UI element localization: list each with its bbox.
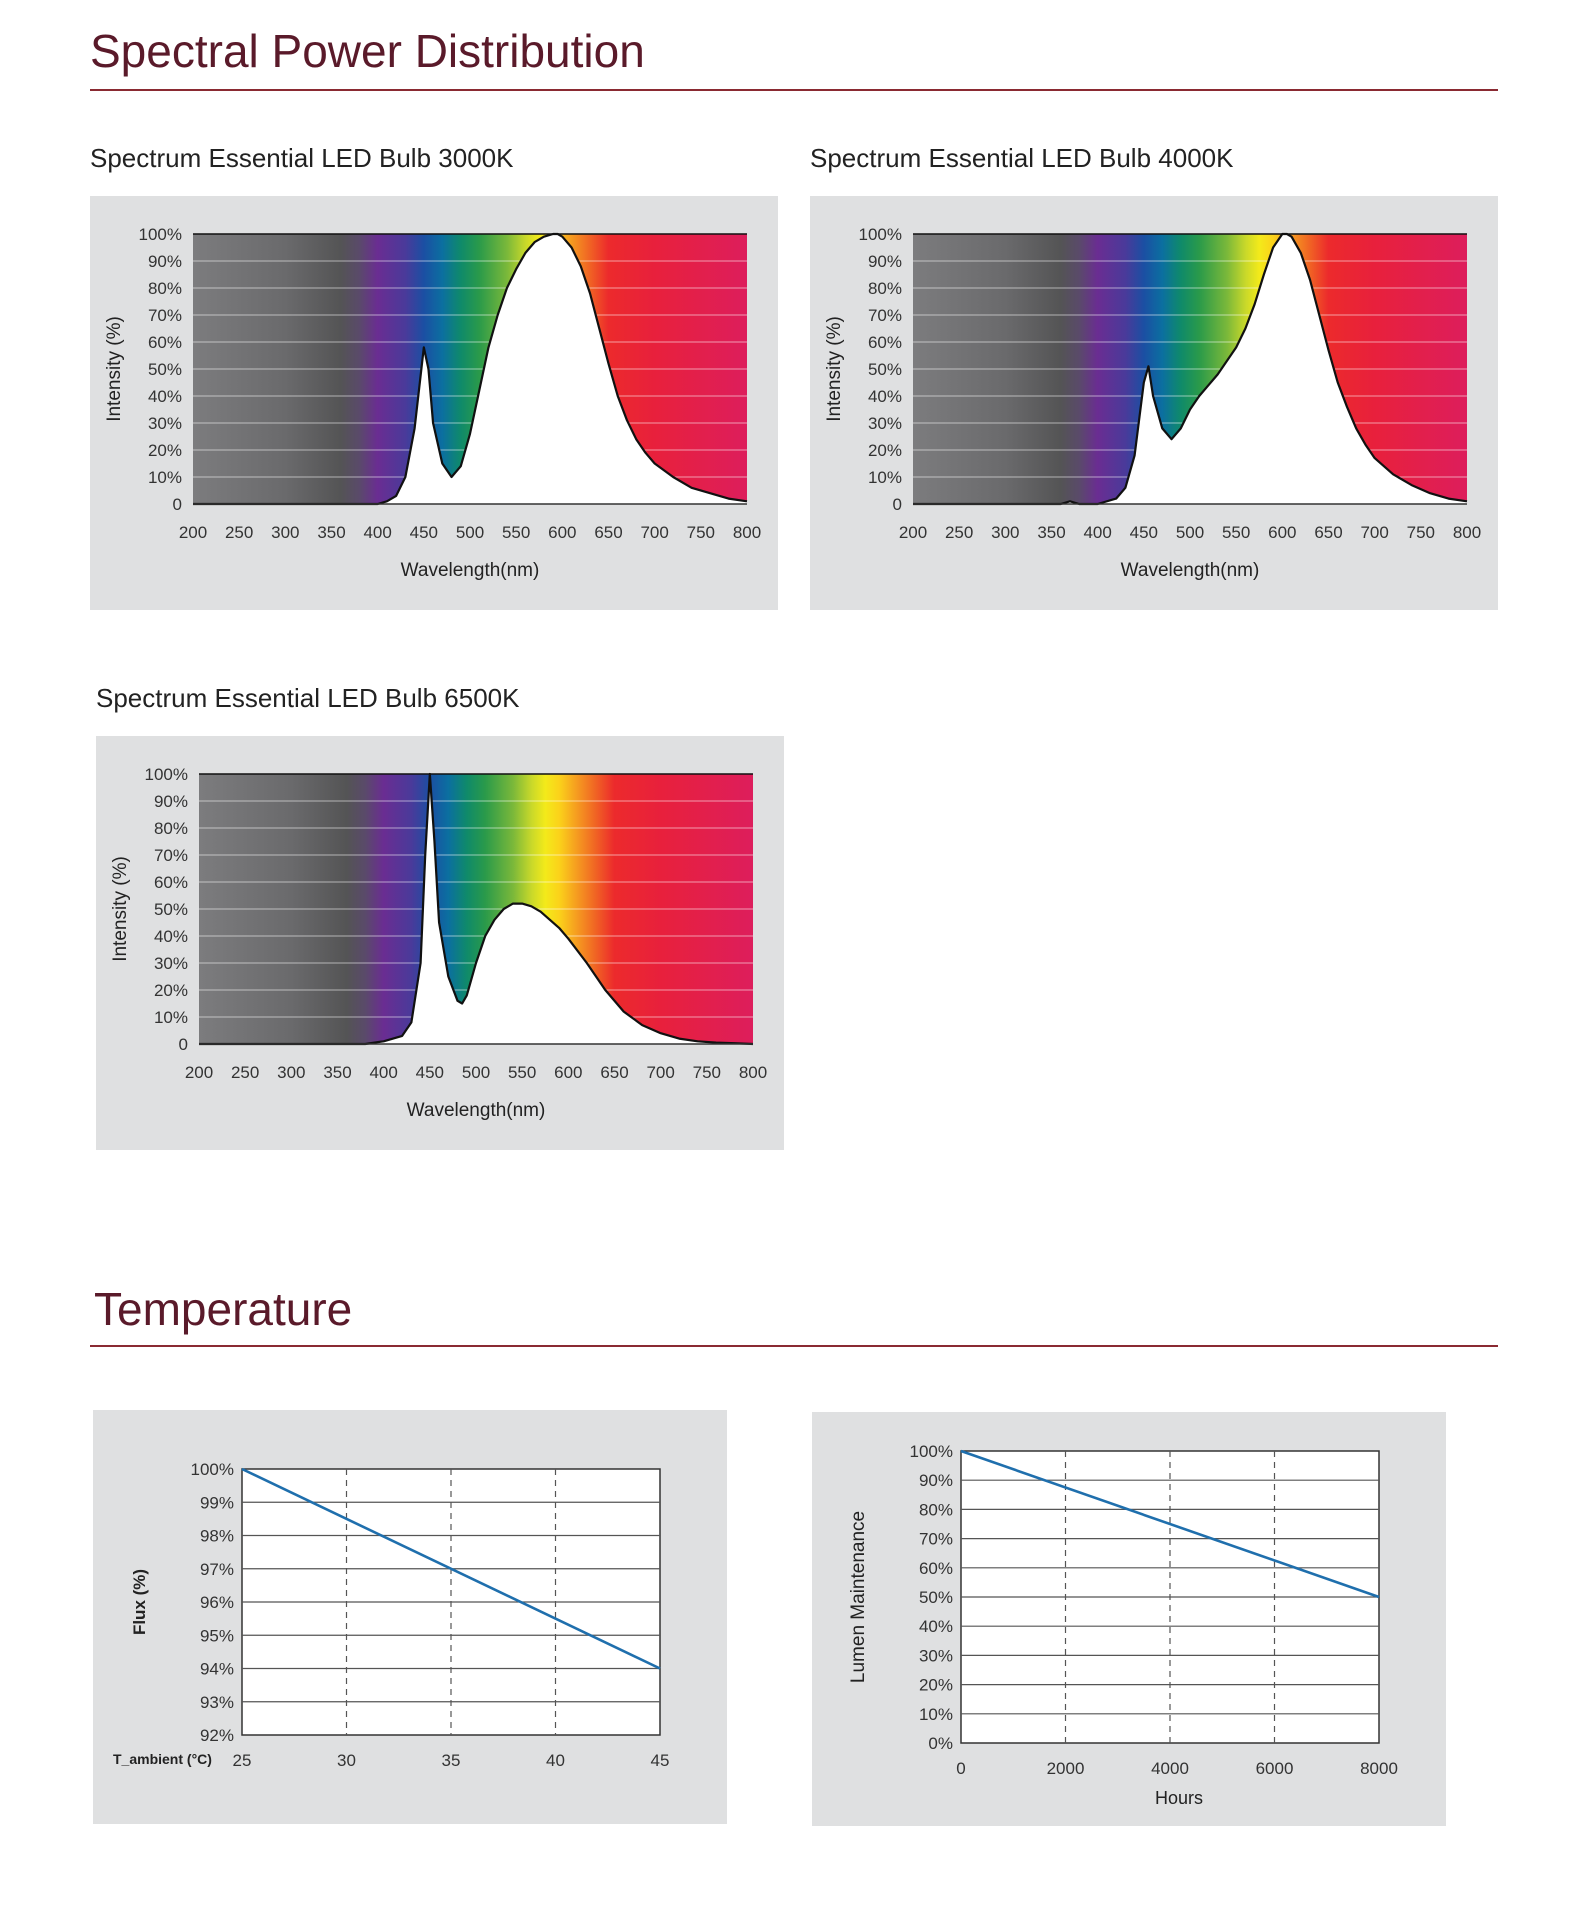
x-axis-label: Wavelength(nm) <box>400 560 540 581</box>
y-tick-label: 80% <box>867 279 902 298</box>
y-tick-label: 95% <box>199 1626 234 1646</box>
x-tick-label: 650 <box>594 523 623 542</box>
x-tick-label: 700 <box>646 1063 675 1082</box>
x-tick-label: 500 <box>455 523 485 542</box>
x-tick-label: 200 <box>898 523 928 542</box>
x-tick-label: 750 <box>686 523 716 542</box>
x-tick-label: 600 <box>554 1063 583 1082</box>
y-tick-label: 90% <box>153 792 188 811</box>
y-tick-label: 100% <box>858 225 902 244</box>
y-axis-label: Intensity (%) <box>824 316 845 422</box>
flux-panel <box>93 1410 727 1824</box>
spectrum-panel-4000k <box>810 196 1498 610</box>
y-tick-label: 90% <box>147 252 182 271</box>
spectrum-chart-4000k <box>810 196 1498 610</box>
x-tick-label: 600 <box>548 523 577 542</box>
flux-chart <box>93 1410 727 1824</box>
x-tick-label: 350 <box>1037 523 1066 542</box>
x-tick-label: 400 <box>1083 523 1112 542</box>
x-axis-label: Wavelength(nm) <box>1120 560 1260 581</box>
y-tick-label: 100% <box>144 765 188 784</box>
y-tick-label: 50% <box>153 900 188 919</box>
section-title-temperature: Temperature <box>94 1283 353 1335</box>
y-tick-label: 30% <box>147 414 182 433</box>
spectrum-chart-3000k <box>90 196 778 610</box>
y-tick-label: 80% <box>153 819 188 838</box>
x-tick-label: 350 <box>317 523 346 542</box>
y-tick-label: 40% <box>918 1617 953 1637</box>
x-tick-label: 800 <box>732 523 762 542</box>
y-tick-label: 99% <box>199 1493 234 1513</box>
chart-title-6500k: Spectrum Essential LED Bulb 6500K <box>96 683 520 713</box>
y-tick-label: 10% <box>147 468 182 487</box>
y-axis-label: Intensity (%) <box>104 316 125 422</box>
y-tick-label: 97% <box>199 1559 234 1579</box>
x-tick-label: 700 <box>1360 523 1389 542</box>
x-axis-label: Wavelength(nm) <box>406 1100 546 1121</box>
x-tick-label: 250 <box>230 1063 260 1082</box>
x-tick-label: 400 <box>363 523 392 542</box>
y-tick-label: 40% <box>153 927 188 946</box>
x-tick-label: 500 <box>461 1063 491 1082</box>
x-tick-label: 30 <box>337 1751 356 1770</box>
x-tick-label: 650 <box>600 1063 629 1082</box>
section-divider <box>90 1345 1498 1347</box>
y-tick-label: 10% <box>918 1704 953 1724</box>
spectrum-panel-3000k <box>90 196 778 610</box>
y-tick-label: 50% <box>147 360 182 379</box>
y-tick-label: 0 <box>892 495 902 514</box>
x-axis-label: T_ambient (°C) <box>113 1751 212 1767</box>
x-axis-label: Hours <box>1154 1788 1204 1808</box>
y-tick-label: 90% <box>867 252 902 271</box>
y-tick-label: 90% <box>918 1471 953 1491</box>
x-tick-label: 450 <box>415 1063 445 1082</box>
x-tick-label: 250 <box>944 523 974 542</box>
x-tick-label: 45 <box>650 1751 670 1770</box>
y-tick-label: 0 <box>178 1035 188 1054</box>
x-tick-label: 550 <box>1221 523 1251 542</box>
x-tick-label: 0 <box>956 1759 966 1778</box>
x-tick-label: 2000 <box>1046 1759 1085 1778</box>
y-tick-label: 70% <box>153 846 188 865</box>
x-tick-label: 750 <box>692 1063 722 1082</box>
y-tick-label: 70% <box>147 306 182 325</box>
x-tick-label: 600 <box>1268 523 1297 542</box>
x-tick-label: 750 <box>1406 523 1436 542</box>
y-tick-label: 93% <box>199 1692 234 1712</box>
y-tick-label: 60% <box>867 333 902 352</box>
y-tick-label: 80% <box>147 279 182 298</box>
spectrum-chart-6500k <box>96 736 784 1150</box>
y-tick-label: 70% <box>918 1529 953 1549</box>
lumen-maintenance-chart <box>812 1412 1446 1826</box>
y-tick-label: 20% <box>867 441 902 460</box>
x-tick-label: 35 <box>441 1751 461 1770</box>
x-tick-label: 300 <box>277 1063 306 1082</box>
x-tick-label: 550 <box>501 523 531 542</box>
y-tick-label: 80% <box>918 1500 953 1520</box>
y-tick-label: 0 <box>172 495 182 514</box>
y-axis-label: Intensity (%) <box>110 856 131 962</box>
y-tick-label: 60% <box>918 1558 953 1578</box>
y-tick-label: 20% <box>153 981 188 1000</box>
y-tick-label: 60% <box>153 873 188 892</box>
x-tick-label: 400 <box>369 1063 398 1082</box>
y-tick-label: 40% <box>147 387 182 406</box>
y-tick-label: 70% <box>867 306 902 325</box>
y-tick-label: 60% <box>147 333 182 352</box>
spectrum-panel-6500k <box>96 736 784 1150</box>
x-tick-label: 550 <box>507 1063 537 1082</box>
y-tick-label: 96% <box>199 1593 234 1612</box>
x-tick-label: 4000 <box>1151 1759 1189 1778</box>
x-tick-label: 450 <box>409 523 439 542</box>
x-tick-label: 200 <box>184 1063 214 1082</box>
y-tick-label: 92% <box>199 1726 234 1745</box>
x-tick-label: 40 <box>546 1751 565 1770</box>
y-axis-label: Lumen Maintenance <box>848 1510 869 1684</box>
x-tick-label: 800 <box>738 1063 768 1082</box>
y-tick-label: 100% <box>190 1460 234 1479</box>
x-tick-label: 800 <box>1452 523 1482 542</box>
x-tick-label: 300 <box>271 523 300 542</box>
lumen-panel <box>812 1412 1446 1826</box>
y-tick-label: 30% <box>867 414 902 433</box>
chart-title-3000k: Spectrum Essential LED Bulb 3000K <box>90 143 514 173</box>
y-tick-label: 40% <box>867 387 902 406</box>
x-tick-label: 250 <box>224 523 254 542</box>
y-tick-label: 94% <box>199 1659 234 1679</box>
x-tick-label: 6000 <box>1255 1759 1294 1778</box>
x-tick-label: 200 <box>178 523 208 542</box>
y-tick-label: 20% <box>918 1675 953 1695</box>
section-divider <box>90 89 1498 91</box>
y-tick-label: 0% <box>928 1734 953 1753</box>
y-tick-label: 100% <box>909 1442 953 1461</box>
section-title-spd: Spectral Power Distribution <box>90 25 645 77</box>
y-tick-label: 30% <box>918 1646 953 1666</box>
y-tick-label: 10% <box>153 1008 188 1027</box>
y-tick-label: 30% <box>153 954 188 973</box>
y-tick-label: 20% <box>147 441 182 460</box>
x-tick-label: 450 <box>1129 523 1159 542</box>
x-tick-label: 300 <box>991 523 1020 542</box>
x-tick-label: 650 <box>1314 523 1343 542</box>
y-tick-label: 10% <box>867 468 902 487</box>
y-tick-label: 50% <box>918 1588 953 1607</box>
y-tick-label: 98% <box>199 1526 234 1546</box>
x-tick-label: 700 <box>640 523 669 542</box>
x-tick-label: 500 <box>1175 523 1205 542</box>
x-tick-label: 8000 <box>1360 1759 1398 1778</box>
x-tick-label: 350 <box>323 1063 352 1082</box>
chart-title-4000k: Spectrum Essential LED Bulb 4000K <box>810 143 1234 173</box>
y-tick-label: 50% <box>867 360 902 379</box>
y-tick-label: 100% <box>138 225 182 244</box>
x-tick-label: 25 <box>232 1751 252 1770</box>
y-axis-label: Flux (%) <box>130 1568 149 1636</box>
